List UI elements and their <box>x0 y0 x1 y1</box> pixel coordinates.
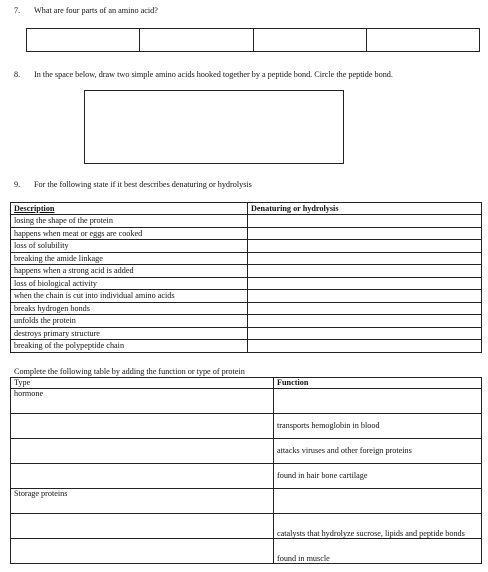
table-header-row <box>11 378 482 389</box>
description-cell: unfolds the protein <box>11 315 248 328</box>
description-cell: loss of biological activity <box>11 277 248 290</box>
answer-box[interactable] <box>140 29 253 51</box>
question-8-number: 8. <box>14 70 21 79</box>
answer-box[interactable] <box>367 29 479 51</box>
answer-cell[interactable] <box>248 215 482 228</box>
table-row <box>11 327 482 340</box>
table-row <box>11 340 482 353</box>
description-cell: breaking of the polypeptide chain <box>11 340 248 353</box>
answer-cell[interactable] <box>248 290 482 303</box>
header-description: Description <box>11 203 248 215</box>
table-row <box>11 215 482 228</box>
answer-cell[interactable] <box>248 240 482 253</box>
question-9-text: For the following state if it best describes denaturing or hydrolysis <box>34 180 252 189</box>
answer-box[interactable] <box>27 29 140 51</box>
table-row <box>11 315 482 328</box>
answer-cell[interactable] <box>248 327 482 340</box>
drawing-box[interactable] <box>84 90 344 164</box>
denaturing-hydrolysis-table <box>10 202 482 353</box>
answer-cell[interactable] <box>248 265 482 278</box>
question-8-text: In the space below, draw two simple amino acids hooked together by a peptide bond. Circle the peptide bond. <box>34 70 393 79</box>
question-7-number: 7. <box>14 6 21 15</box>
protein-table-instructions: Complete the following table by adding the function or type of protein <box>14 367 245 376</box>
answer-cell[interactable] <box>248 277 482 290</box>
table-row <box>11 539 482 564</box>
function-cell: transports hemoglobin in blood <box>274 414 482 439</box>
table-row <box>11 227 482 240</box>
description-cell: losing the shape of the protein <box>11 215 248 228</box>
table-row <box>11 489 482 514</box>
function-cell: found in muscle <box>274 539 482 564</box>
function-cell: found in hair bone cartilage <box>274 464 482 489</box>
header-type: Type <box>11 378 274 389</box>
answer-cell[interactable] <box>248 315 482 328</box>
description-cell: breaking the amide linkage <box>11 252 248 265</box>
table-row <box>11 514 482 539</box>
description-cell: when the chain is cut into individual amino acids <box>11 290 248 303</box>
table-row <box>11 252 482 265</box>
answer-cell[interactable] <box>248 252 482 265</box>
description-cell: destroys primary structure <box>11 327 248 340</box>
function-cell[interactable] <box>274 389 482 414</box>
table-row <box>11 302 482 315</box>
answer-box[interactable] <box>254 29 367 51</box>
type-cell[interactable] <box>11 414 274 439</box>
protein-type-function-table <box>10 377 482 564</box>
table-row <box>11 414 482 439</box>
table-row <box>11 240 482 253</box>
type-cell[interactable] <box>11 539 274 564</box>
answer-cell[interactable] <box>248 227 482 240</box>
table-row <box>11 389 482 414</box>
question-9 <box>14 180 252 189</box>
amino-acid-parts-boxes <box>26 28 480 52</box>
type-cell[interactable] <box>11 439 274 464</box>
description-cell: happens when meat or eggs are cooked <box>11 227 248 240</box>
function-cell: attacks viruses and other foreign proteins <box>274 439 482 464</box>
type-cell[interactable] <box>11 514 274 539</box>
question-8 <box>14 70 480 79</box>
function-cell[interactable] <box>274 489 482 514</box>
type-cell[interactable] <box>11 464 274 489</box>
description-cell: happens when a strong acid is added <box>11 265 248 278</box>
header-function: Function <box>274 378 482 389</box>
table-row <box>11 464 482 489</box>
type-cell[interactable]: hormone <box>11 389 274 414</box>
table-row <box>11 277 482 290</box>
function-cell: catalysts that hydrolyze sucrose, lipids and peptide bonds <box>274 514 482 539</box>
table-header-row <box>11 203 482 215</box>
description-cell: breaks hydrogen bonds <box>11 302 248 315</box>
question-7-text: What are four parts of an amino acid? <box>34 6 158 15</box>
answer-cell[interactable] <box>248 340 482 353</box>
question-9-number: 9. <box>14 180 21 189</box>
table-row <box>11 439 482 464</box>
type-cell: Storage proteins <box>11 489 274 514</box>
answer-cell[interactable] <box>248 302 482 315</box>
description-cell: loss of solubility <box>11 240 248 253</box>
header-denaturing-or-hydrolysis: Denaturing or hydrolysis <box>248 203 482 215</box>
table-row <box>11 290 482 303</box>
question-7 <box>14 6 158 15</box>
table-row <box>11 265 482 278</box>
